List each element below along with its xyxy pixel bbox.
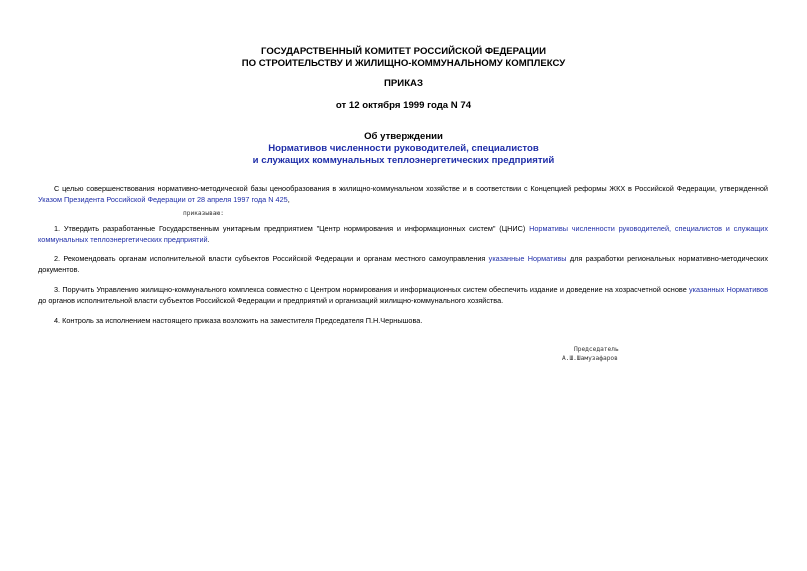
item-3-paragraph (38, 284, 768, 306)
item-2-tail: для разработки региональных нормативно-методических документов. (38, 254, 768, 274)
item-1-text: 1. Утвердить разработанные Государственным унитарным предприятием "Центр нормирования и информационных систем" (ЦНИС) (54, 224, 530, 233)
intro-paragraph (38, 183, 768, 205)
title-line-2: и служащих коммунальных теплоэнергетических предприятий (252, 155, 555, 166)
signatory-name: А.Ш.Шамузафаров (562, 355, 618, 362)
order-word: приказываю: (183, 210, 224, 217)
document-about: Об утверждении (364, 131, 443, 142)
signature-block (562, 345, 619, 363)
organization-header (0, 46, 807, 70)
document-date-number: от 12 октября 1999 года N 74 (335, 100, 472, 111)
norms-link[interactable]: Нормативы численности руководителей, специалистов и служащих коммунальных теплоэнергетических предприятий (38, 224, 768, 244)
intro-tail: , (287, 195, 290, 204)
item-3-text: 3. Поручить Управлению жилищно-коммунального комплекса совместно с Центром нормирования и информационных систем обеспечить издание и доведение на хозрасчетной основе (54, 285, 689, 294)
item-2-paragraph (38, 253, 768, 275)
signatory-position: Председатель (574, 346, 619, 353)
specified-norms-link[interactable]: указанные Нормативы (488, 254, 567, 263)
org-line-1: ГОСУДАРСТВЕННЫЙ КОМИТЕТ РОССИЙСКОЙ ФЕДЕРАЦИИ (261, 46, 546, 57)
document-title (0, 143, 807, 167)
specified-norms-link-2[interactable]: указанных Нормативов (688, 285, 768, 294)
decree-link[interactable]: Указом Президента Российской Федерации от 28 апреля 1997 года N 425 (38, 195, 288, 204)
org-line-2: ПО СТРОИТЕЛЬСТВУ И ЖИЛИЩНО-КОММУНАЛЬНОМУ КОМПЛЕКСУ (241, 58, 566, 69)
item-4-paragraph (38, 315, 768, 326)
item-4-text: 4. Контроль за исполнением настоящего приказа возложить на заместителя Председателя П.Н.Чернышова. (54, 316, 423, 325)
intro-text: С целью совершенствования нормативно-методической базы ценообразования в жилищно-коммунальном хозяйстве и в соответствии с Концепцией реформы ЖКХ в Российской Федерации, утвержденной (54, 184, 768, 193)
item-1-paragraph (38, 223, 768, 245)
title-line-1: Нормативов численности руководителей, специалистов (268, 143, 539, 154)
item-1-tail: . (207, 235, 210, 244)
item-2-text: 2. Рекомендовать органам исполнительной власти субъектов Российской Федерации и органам местного самоуправления (54, 254, 489, 263)
document-type: ПРИКАЗ (384, 78, 423, 89)
item-3-tail: до органов исполнительной власти субъектов Российской Федерации и предприятий и организаций жилищно-коммунального хозяйства. (38, 296, 504, 305)
